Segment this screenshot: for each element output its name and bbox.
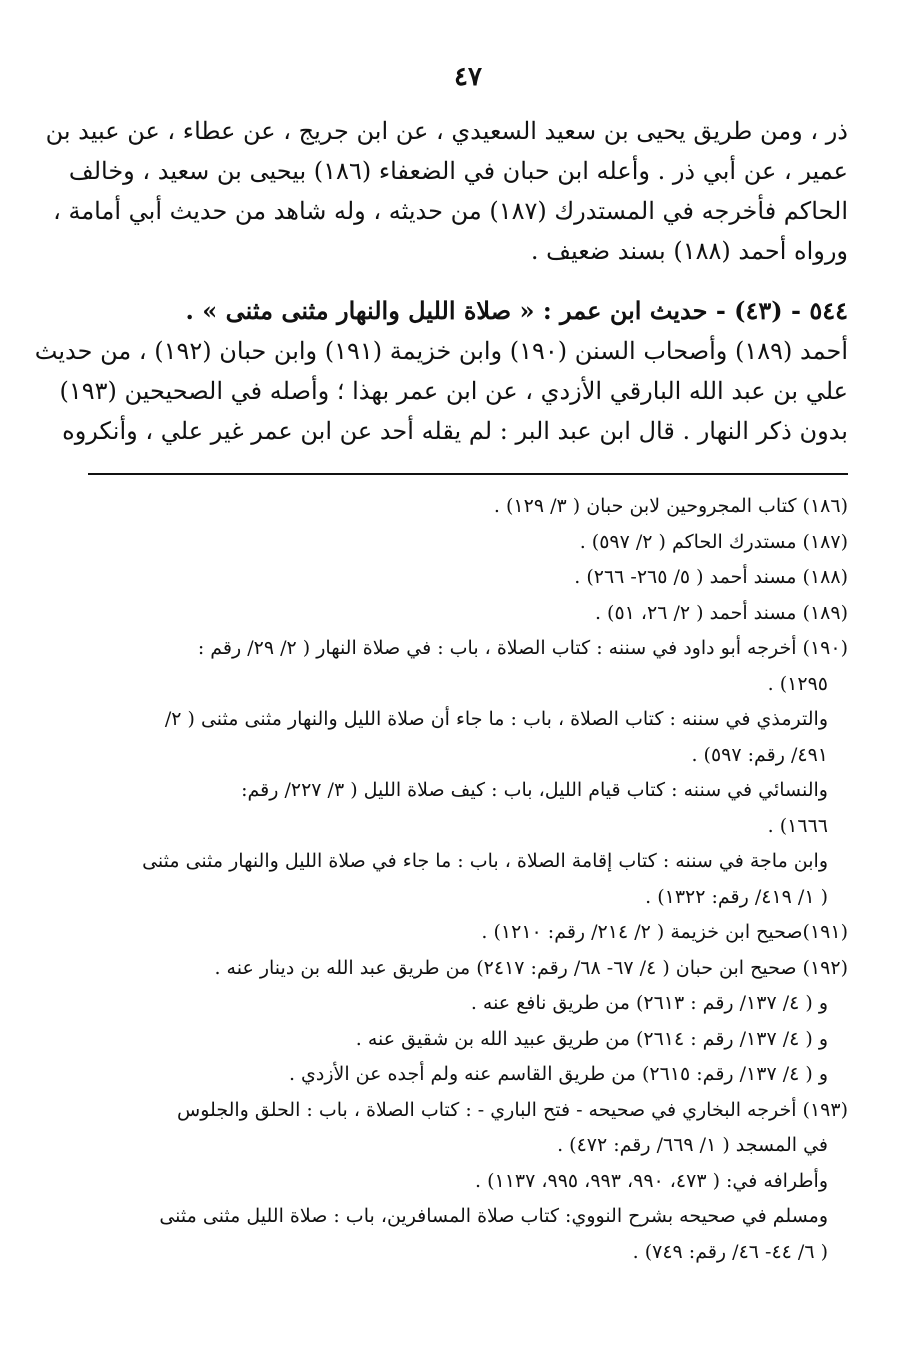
text-line: أحمد (١٨٩) وأصحاب السنن (١٩٠) وابن خزيمة (١٩١) وابن حبان (١٩٢) ، من حديث xyxy=(34,337,848,366)
footnote-line: وابن ماجة في سننه : كتاب إقامة الصلاة ، باب : ما جاء في صلاة الليل والنهار مثنى مثنى xyxy=(142,850,828,873)
footnote-line: ٤٩١/ رقم: ٥٩٧) . xyxy=(691,743,828,766)
page-number: ٤٧ xyxy=(454,62,482,92)
text-line: عمير ، عن أبي ذر . وأعله ابن حبان في الضعفاء (١٨٦) بيحيى بن سعيد ، وخالف xyxy=(68,157,848,186)
document-page xyxy=(34,62,848,1270)
footnote-line: والنسائي في سننه : كتاب قيام الليل، باب : كيف صلاة الليل ( ٣/ ٢٢٧/ رقم: xyxy=(241,779,828,802)
text-line: ذر ، ومن طريق يحيى بن سعيد السعيدي ، عن ابن جريج ، عن عطاء ، عن عبيد بن xyxy=(45,117,848,146)
hadith-heading: ٥٤٤ - (٤٣) - حديث ابن عمر : « صلاة الليل والنهار مثنى مثنى » . xyxy=(185,296,848,326)
footnote-line: ( ١/ ٤١٩/ رقم: ١٣٢٢) . xyxy=(645,885,828,908)
footnote-line: (١٨٧) مستدرك الحاكم ( ٢/ ٥٩٧) . xyxy=(579,530,848,553)
footnote-line: (١٨٨) مسند أحمد ( ٥/ ٢٦٥- ٢٦٦) . xyxy=(574,566,848,589)
footnote-line: ١٢٩٥) . xyxy=(767,672,828,695)
text-line: علي بن عبد الله البارقي الأزدي ، عن ابن عمر بهذا ؛ وأصله في الصحيحين (١٩٣) xyxy=(59,377,848,406)
footnotes xyxy=(88,489,848,1270)
footnote-line: والترمذي في سننه : كتاب الصلاة ، باب : ما جاء أن صلاة الليل والنهار مثنى مثنى ( ٢/ xyxy=(164,708,828,731)
footnote-line: (١٩٢) صحيح ابن حبان ( ٤/ ٦٧- ٦٨/ رقم: ٢٤١٧) من طريق عبد الله بن دينار عنه . xyxy=(214,956,848,979)
text-line: الحاكم فأخرجه في المستدرك (١٨٧) من حديثه ، وله شاهد من حديث أبي أمامة ، xyxy=(53,197,848,226)
footnote-line: (١٨٩) مسند أحمد ( ٢/ ٢٦، ٥١) . xyxy=(594,601,848,624)
footnote-divider xyxy=(88,473,848,475)
footnote-line: (١٨٦) كتاب المجروحين لابن حبان ( ٣/ ١٢٩) . xyxy=(493,495,848,518)
footnote-line: ( ٦/ ٤٤- ٤٦/ رقم: ٧٤٩) . xyxy=(632,1240,828,1263)
footnote-line: (١٩٣) أخرجه البخاري في صحيحه - فتح الباري - : كتاب الصلاة ، باب : الحلق والجلوس xyxy=(177,1098,848,1121)
footnote-line: و ( ٤/ ١٣٧/ رقم : ٢٦١٣) من طريق نافع عنه . xyxy=(470,992,828,1015)
paragraph-1 xyxy=(45,111,848,271)
footnote-line: (١٩١)صحيح ابن خزيمة ( ٢/ ٢١٤/ رقم: ١٢١٠) . xyxy=(481,921,848,944)
text-line: بدون ذكر النهار . قال ابن عبد البر : لم يقله أحد عن ابن عمر غير علي ، وأنكروه xyxy=(62,417,848,446)
text-line: ورواه أحمد (١٨٨) بسند ضعيف . xyxy=(530,237,848,266)
paragraph-2 xyxy=(34,291,848,451)
footnote-line: في المسجد ( ١/ ٦٦٩/ رقم: ٤٧٢) . xyxy=(557,1134,828,1157)
footnote-line: و ( ٤/ ١٣٧/ رقم : ٢٦١٤) من طريق عبيد الله بن شقيق عنه . xyxy=(355,1027,828,1050)
footnote-line: ١٦٦٦) . xyxy=(767,814,828,837)
footnote-line: ومسلم في صحيحه بشرح النووي: كتاب صلاة المسافرين، باب : صلاة الليل مثنى مثنى xyxy=(159,1205,828,1228)
footnote-line: (١٩٠) أخرجه أبو داود في سننه : كتاب الصلاة ، باب : في صلاة النهار ( ٢/ ٢٩/ رقم : xyxy=(197,637,848,660)
footnote-line: و ( ٤/ ١٣٧/ رقم: ٢٦١٥) من طريق القاسم عنه ولم أجده عن الأزدي . xyxy=(288,1063,828,1086)
footnote-line: وأطرافه في: ( ٤٧٣، ٩٩٠، ٩٩٣، ٩٩٥، ١١٣٧) . xyxy=(475,1169,828,1192)
